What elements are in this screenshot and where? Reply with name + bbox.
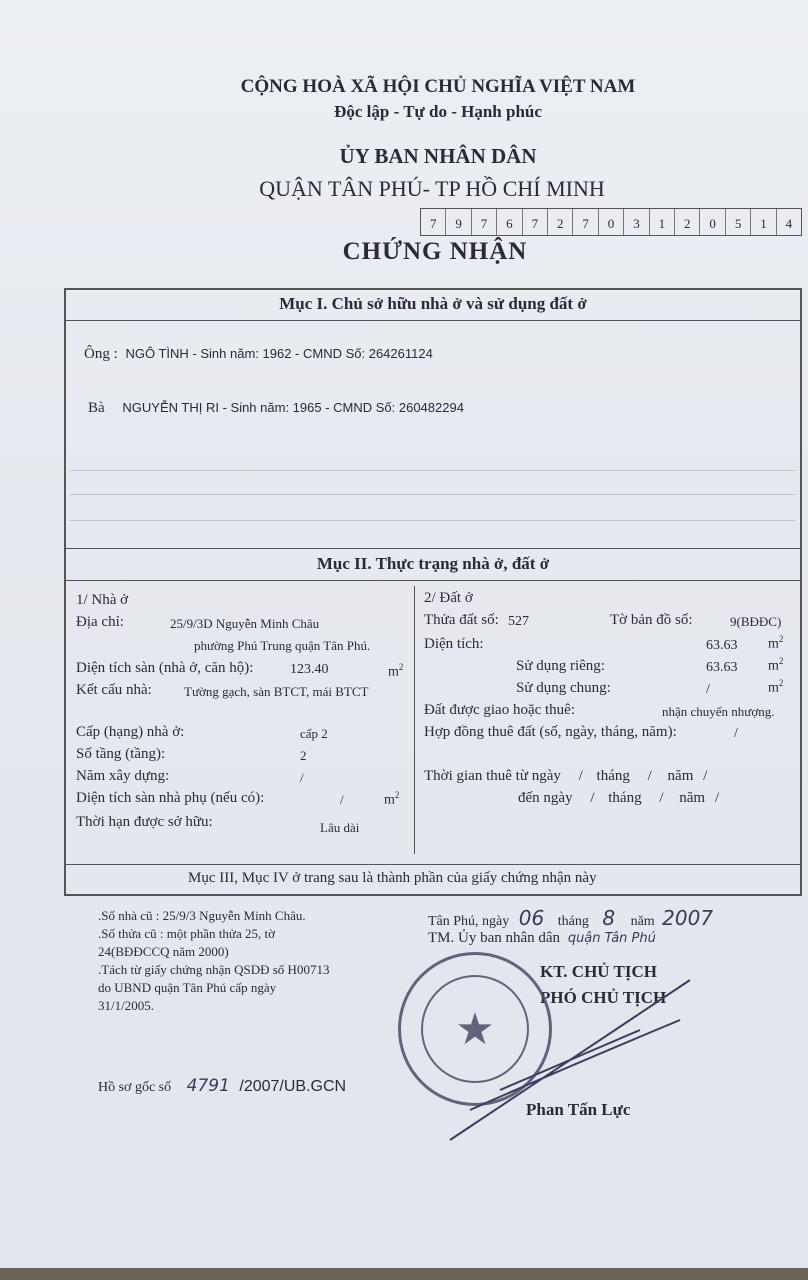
section2-heading: Mục II. Thực trạng nhà ở, đất ở [316,554,550,573]
nation-title: CỘNG HOÀ XÃ HỘI CHỦ NGHĨA VIỆT NAM [240,76,636,97]
house-grade-label: Cấp (hạng) nhà ở: [76,724,185,740]
serial-digit: 7 [471,209,496,235]
footer-note: Mục III, Mục IV ở trang sau là thành phần của giấy chứng nhận này [188,870,597,886]
land-plot-label: Thửa đất số: [424,612,499,628]
serial-number-boxes [420,208,802,236]
serial-digit: 1 [649,209,674,235]
district-title: QUẬN TÂN PHÚ- TP HỒ CHÍ MINH [259,176,605,201]
note-line2: .Số thửa cũ : một phần thửa 25, tờ [98,926,275,941]
land-area-label: Diện tích: [424,636,484,652]
house-term-label: Thời hạn được sở hữu: [76,814,213,830]
owner2-row [88,400,464,417]
land-common-unit: $m^2$ [768,678,784,696]
house-structure-label: Kết cấu nhà: [76,682,152,698]
note-line5: do UBND quận Tân Phú cấp ngày [98,980,277,995]
house-structure: Tường gạch, sàn BTCT, mái BTCT [184,684,369,699]
land-plot: 527 [508,614,529,629]
signer-role1: KT. CHỦ TỊCH [540,962,657,981]
column-divider [414,586,415,854]
lease-to-row: đến ngày / tháng / năm / [518,790,719,806]
serial-digit: 3 [623,209,648,235]
land-area: 63.63 [706,638,738,653]
national-motto: Độc lập - Tự do - Hạnh phúc [334,102,542,121]
seal-star-icon: ★ [421,975,529,1083]
land-private: 63.63 [706,660,738,675]
land-allocation: nhận chuyển nhượng. [662,704,775,719]
authority-title: ỦY BAN NHÂN DÂN [339,144,537,168]
signer-role2: PHÓ CHỦ TỊCH [540,988,667,1007]
section1-heading: Mục I. Chủ sở hữu nhà ở và sử dụng đất ở [279,294,587,313]
house-address-line1: 25/9/3D Nguyễn Minh Châu [170,616,320,631]
house-term: Lâu dài [320,820,360,835]
serial-digit: 0 [598,209,623,235]
serial-digit: 7 [522,209,547,235]
serial-digit: 5 [725,209,750,235]
owner1-text: NGÔ TÌNH - Sinh năm: 1962 - CMND Số: 264261124 [125,346,433,361]
note-line4: .Tách từ giấy chứng nhận QSDĐ số H00713 [98,962,330,977]
document-title: CHỨNG NHẬN [342,238,528,265]
house-floors: 2 [300,748,307,763]
signature-scribble [440,960,700,1150]
serial-digit: 2 [547,209,572,235]
land-map-label: Tờ bản đồ số: [610,612,693,628]
house-aux-area-label: Diện tích sàn nhà phụ (nếu có): [76,790,265,806]
serial-digit: 6 [496,209,521,235]
house-grade: cấp 2 [300,726,328,741]
land-private-label: Sử dụng riêng: [516,658,605,674]
house-address-line2: phường Phú Trung quận Tân Phú. [194,638,371,653]
lease-from-row: Thời gian thuê từ ngày / tháng / năm / [424,768,708,784]
land-lease-contract-label: Hợp đồng thuê đất (số, ngày, tháng, năm): [424,724,677,740]
serial-digit: 0 [699,209,724,235]
note-line3: 24(BĐĐCCQ năm 2000) [98,944,229,959]
house-address-label: Địa chỉ: [76,614,124,630]
house-floor-area-label: Diện tích sàn (nhà ở, căn hộ): [76,660,254,676]
owner2-prefix: Bà [88,400,105,416]
serial-digit: 1 [750,209,775,235]
land-common: / [706,682,710,697]
owner1-prefix: Ông : [84,346,118,362]
owner2-text: NGUYỄN THỊ RI - Sinh năm: 1965 - CMND Số: 260482294 [122,400,464,415]
house-year: / [300,770,304,785]
signer-name: Phan Tấn Lực [526,1100,631,1119]
house-floor-area: 123.40 [290,662,329,677]
land-map: 9(BĐĐC) [730,614,782,629]
land-label: 2/ Đất ở [424,590,473,606]
house-year-label: Năm xây dựng: [76,768,170,784]
land-area-unit: $m^2$ [768,634,784,652]
house-label: 1/ Nhà ở [76,592,129,608]
house-floors-label: Số tầng (tầng): [76,746,166,762]
record-row: Hồ sơ gốc số 4791 /2007/UB.GCN [98,1076,347,1096]
serial-digit: 9 [445,209,470,235]
house-aux-area-unit: $m^2$ [384,790,400,808]
sign-date-row: Tân Phú, ngày 06 tháng 8 năm 2007 [428,906,714,930]
serial-digit: 4 [776,209,801,235]
land-private-unit: $m^2$ [768,656,784,674]
house-floor-area-unit: $m^2$ [388,662,404,680]
note-line1: .Số nhà cũ : 25/9/3 Nguyễn Minh Châu. [98,908,306,923]
house-aux-area: / [340,792,344,807]
serial-digit: 7 [429,216,437,231]
land-common-label: Sử dụng chung: [516,680,611,696]
serial-digit: 7 [572,209,597,235]
owner1-row [84,346,433,363]
note-line6: 31/1/2005. [98,998,154,1013]
land-lease-contract: / [734,726,738,741]
serial-digit: 2 [674,209,699,235]
on-behalf-row: TM. Ủy ban nhân dân quận Tân Phú [428,930,656,946]
main-table [64,288,802,896]
land-allocation-label: Đất được giao hoặc thuê: [424,702,576,718]
